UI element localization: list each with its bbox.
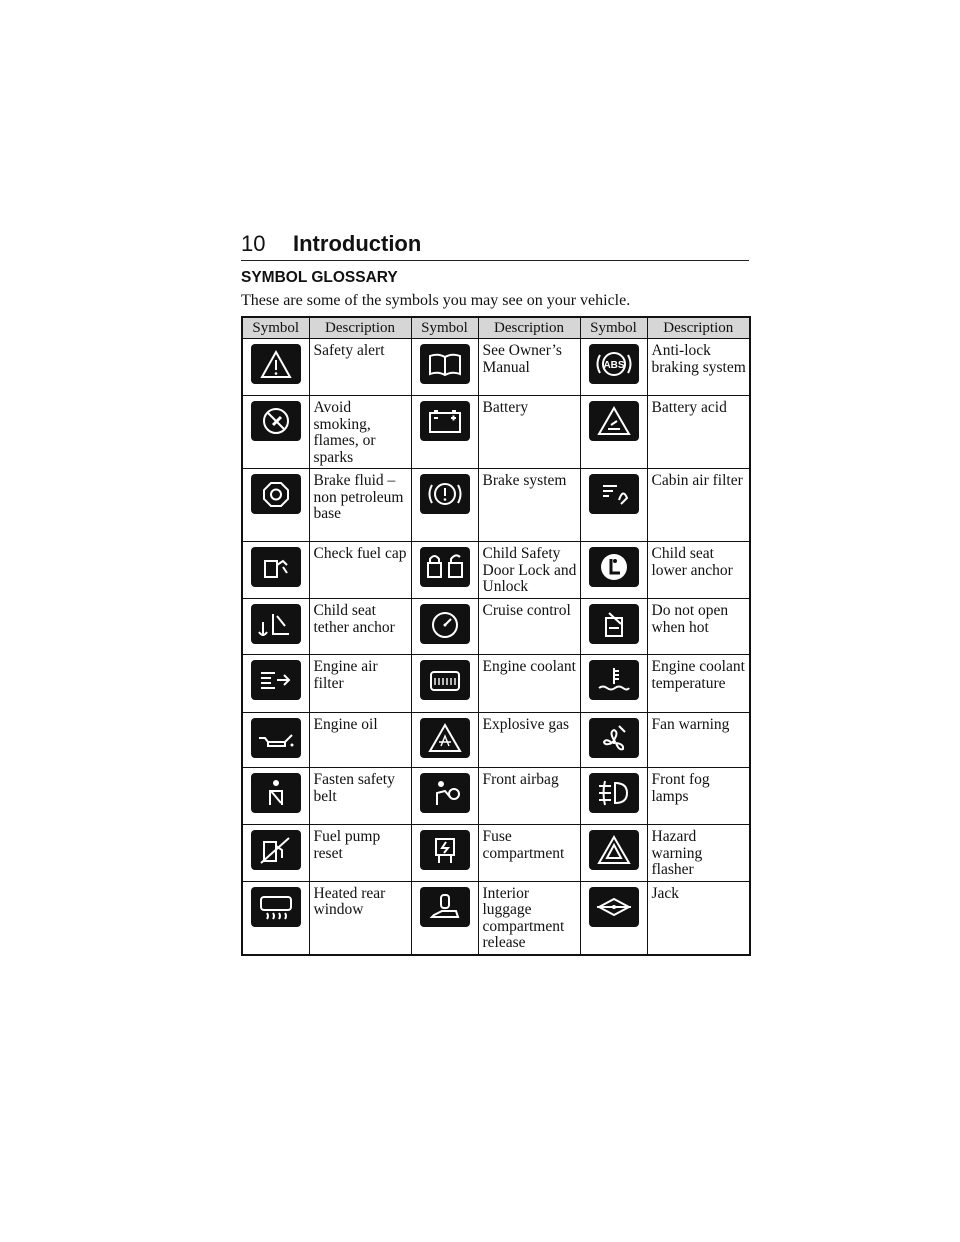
symbol-cell bbox=[411, 881, 478, 955]
description-cell: Child Safety Door Lock and Unlock bbox=[478, 542, 580, 599]
section-title: SYMBOL GLOSSARY bbox=[241, 269, 398, 286]
table-row bbox=[242, 881, 750, 955]
engine-oil-icon bbox=[251, 718, 301, 758]
abs-icon bbox=[589, 344, 639, 384]
description-cell: Fan warning bbox=[647, 713, 750, 768]
description-cell: Heated rear window bbox=[309, 881, 411, 955]
symbol-cell bbox=[242, 768, 309, 825]
description-cell: Interior luggage compartment release bbox=[478, 881, 580, 955]
symbol-cell bbox=[580, 881, 647, 955]
column-header: Description bbox=[478, 317, 580, 339]
column-header: Description bbox=[647, 317, 750, 339]
description-cell: Jack bbox=[647, 881, 750, 955]
table-row bbox=[242, 599, 750, 655]
symbol-cell bbox=[411, 599, 478, 655]
child-seat-tether-icon bbox=[251, 604, 301, 644]
symbol-cell bbox=[242, 599, 309, 655]
symbol-cell bbox=[242, 396, 309, 469]
symbol-cell bbox=[411, 655, 478, 713]
description-cell: Check fuel cap bbox=[309, 542, 411, 599]
table-row bbox=[242, 542, 750, 599]
symbol-cell bbox=[580, 396, 647, 469]
jack-icon bbox=[589, 887, 639, 927]
symbol-cell bbox=[580, 339, 647, 396]
description-cell: Brake system bbox=[478, 469, 580, 542]
table-row bbox=[242, 768, 750, 825]
description-cell: Battery bbox=[478, 396, 580, 469]
symbol-cell bbox=[580, 768, 647, 825]
description-cell: Hazard warning flasher bbox=[647, 825, 750, 882]
symbol-cell bbox=[242, 339, 309, 396]
description-cell: Anti-lock braking system bbox=[647, 339, 750, 396]
description-cell: Engine coolant bbox=[478, 655, 580, 713]
symbol-cell bbox=[411, 469, 478, 542]
symbol-glossary-table bbox=[241, 316, 751, 956]
cruise-control-icon bbox=[420, 604, 470, 644]
column-header: Symbol bbox=[411, 317, 478, 339]
symbol-cell bbox=[580, 655, 647, 713]
symbol-cell bbox=[580, 599, 647, 655]
trunk-release-icon bbox=[420, 887, 470, 927]
child-seat-anchor-icon bbox=[589, 547, 639, 587]
description-cell: Cabin air filter bbox=[647, 469, 750, 542]
description-cell: Engine coolant temperature bbox=[647, 655, 750, 713]
symbol-cell bbox=[242, 542, 309, 599]
explosive-gas-icon bbox=[420, 718, 470, 758]
table-row bbox=[242, 713, 750, 768]
brake-fluid-icon bbox=[251, 474, 301, 514]
description-cell: Fuse compartment bbox=[478, 825, 580, 882]
symbol-cell bbox=[580, 825, 647, 882]
description-cell: Battery acid bbox=[647, 396, 750, 469]
symbol-cell bbox=[242, 469, 309, 542]
chapter-title: Introduction bbox=[293, 231, 422, 256]
symbol-cell bbox=[580, 542, 647, 599]
description-cell: Do not open when hot bbox=[647, 599, 750, 655]
seatbelt-icon bbox=[251, 773, 301, 813]
cabin-air-filter-icon bbox=[589, 474, 639, 514]
symbol-cell bbox=[242, 881, 309, 955]
table-row bbox=[242, 339, 750, 396]
no-smoking-icon bbox=[251, 401, 301, 441]
table-row bbox=[242, 396, 750, 469]
battery-acid-icon bbox=[589, 401, 639, 441]
symbol-cell bbox=[411, 825, 478, 882]
description-cell: Avoid smoking, flames, or sparks bbox=[309, 396, 411, 469]
fog-lamp-icon bbox=[589, 773, 639, 813]
page-header bbox=[241, 230, 749, 261]
do-not-open-hot-icon bbox=[589, 604, 639, 644]
table-row bbox=[242, 469, 750, 542]
description-cell: Cruise control bbox=[478, 599, 580, 655]
description-cell: Explosive gas bbox=[478, 713, 580, 768]
description-cell: Engine air filter bbox=[309, 655, 411, 713]
intro-text: These are some of the symbols you may see on your vehicle. bbox=[241, 292, 631, 309]
symbol-cell bbox=[242, 825, 309, 882]
description-cell: Child seat lower anchor bbox=[647, 542, 750, 599]
symbol-cell bbox=[242, 713, 309, 768]
table-header-row bbox=[242, 317, 750, 339]
symbol-cell bbox=[411, 713, 478, 768]
coolant-temperature-icon bbox=[589, 660, 639, 700]
hazard-icon bbox=[589, 830, 639, 870]
column-header: Symbol bbox=[242, 317, 309, 339]
symbol-cell bbox=[411, 396, 478, 469]
brake-system-icon bbox=[420, 474, 470, 514]
symbol-cell bbox=[580, 713, 647, 768]
fan-warning-icon bbox=[589, 718, 639, 758]
battery-icon bbox=[420, 401, 470, 441]
airbag-icon bbox=[420, 773, 470, 813]
symbol-cell bbox=[411, 768, 478, 825]
description-cell: Child seat tether anchor bbox=[309, 599, 411, 655]
engine-coolant-icon bbox=[420, 660, 470, 700]
symbol-cell bbox=[411, 339, 478, 396]
description-cell: Front fog lamps bbox=[647, 768, 750, 825]
engine-air-filter-icon bbox=[251, 660, 301, 700]
description-cell: Fasten safety belt bbox=[309, 768, 411, 825]
symbol-cell bbox=[580, 469, 647, 542]
child-lock-icon bbox=[420, 547, 470, 587]
description-cell: See Owner’s Manual bbox=[478, 339, 580, 396]
description-cell: Safety alert bbox=[309, 339, 411, 396]
svg-text:ABS: ABS bbox=[602, 360, 625, 371]
column-header: Symbol bbox=[580, 317, 647, 339]
owners-manual-icon bbox=[420, 344, 470, 384]
heated-rear-window-icon bbox=[251, 887, 301, 927]
symbol-cell bbox=[242, 655, 309, 713]
fuse-icon bbox=[420, 830, 470, 870]
symbol-cell bbox=[411, 542, 478, 599]
description-cell: Fuel pump reset bbox=[309, 825, 411, 882]
table-row bbox=[242, 825, 750, 882]
safety-alert-icon bbox=[251, 344, 301, 384]
table-row bbox=[242, 655, 750, 713]
fuel-cap-icon bbox=[251, 547, 301, 587]
page-number: 10 bbox=[241, 231, 266, 256]
description-cell: Engine oil bbox=[309, 713, 411, 768]
fuel-pump-reset-icon bbox=[251, 830, 301, 870]
description-cell: Front airbag bbox=[478, 768, 580, 825]
description-cell: Brake fluid – non petroleum base bbox=[309, 469, 411, 542]
column-header: Description bbox=[309, 317, 411, 339]
